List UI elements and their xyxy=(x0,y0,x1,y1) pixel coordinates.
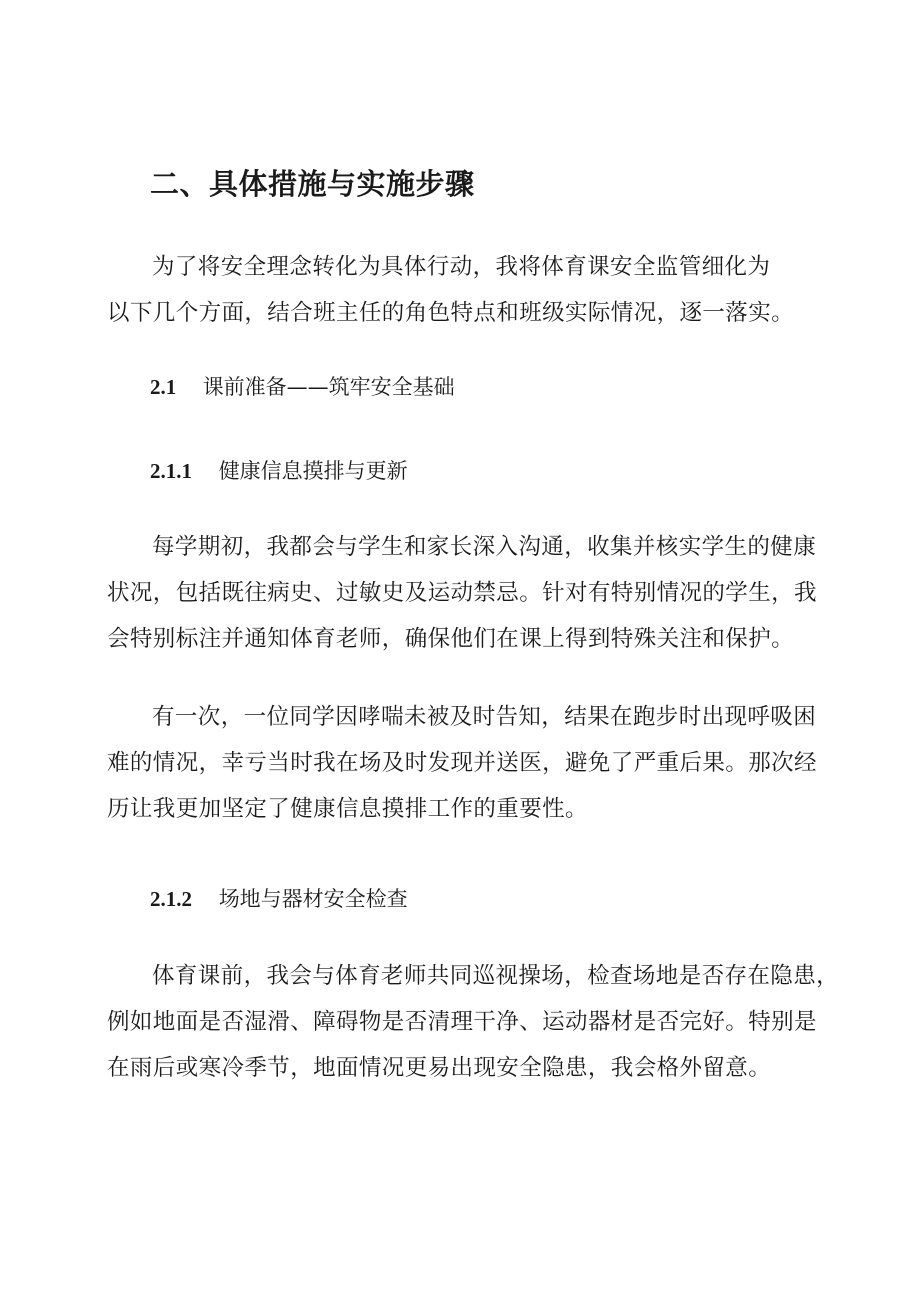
intro-line: 为了将安全理念转化为具体行动，我将体育课安全监管细化为 xyxy=(152,254,771,280)
paragraph-line: 体育课前，我会与体育老师共同巡视操场，检查场地是否存在隐患， xyxy=(152,963,840,989)
subheading-number: 2.1 xyxy=(150,375,177,399)
paragraph-line: 有一次，一位同学因哮喘未被及时告知，结果在跑步时出现呼吸困 xyxy=(152,704,817,730)
subheading-title: 健康信息摸排与更新 xyxy=(218,459,408,483)
paragraph-line: 例如地面是否湿滑、障碍物是否清理干净、运动器材是否完好。特别是 xyxy=(107,1009,817,1035)
section-heading: 二、具体措施与实施步骤 xyxy=(150,167,475,201)
paragraph-line: 状况，包括既往病史、过敏史及运动禁忌。针对有特别情况的学生，我 xyxy=(107,580,817,606)
subheading-2-1 xyxy=(150,371,455,401)
subheading-number: 2.1.1 xyxy=(150,459,192,483)
health-info-paragraph xyxy=(107,524,824,662)
subheading-2-1-2 xyxy=(150,883,408,913)
site-equipment-paragraph xyxy=(107,953,840,1091)
paragraph-line: 历让我更加坚定了健康信息摸排工作的重要性。 xyxy=(107,796,588,822)
paragraph-line: 在雨后或寒冷季节，地面情况更易出现安全隐患，我会格外留意。 xyxy=(107,1055,772,1081)
subheading-title: 课前准备——筑牢安全基础 xyxy=(202,375,455,399)
subheading-2-1-1 xyxy=(150,455,408,485)
subheading-number: 2.1.2 xyxy=(150,887,192,911)
paragraph-line: 会特别标注并通知体育老师，确保他们在课上得到特殊关注和保护。 xyxy=(107,626,795,652)
subheading-title: 场地与器材安全检查 xyxy=(218,887,408,911)
asthma-story-paragraph xyxy=(107,694,824,832)
paragraph-line: 难的情况，幸亏当时我在场及时发现并送医，避免了严重后果。那次经 xyxy=(107,750,817,776)
intro-line: 以下几个方面，结合班主任的角色特点和班级实际情况，逐一落实。 xyxy=(107,300,795,326)
paragraph-line: 每学期初，我都会与学生和家长深入沟通，收集并核实学生的健康 xyxy=(152,534,817,560)
intro-paragraph xyxy=(107,244,824,336)
